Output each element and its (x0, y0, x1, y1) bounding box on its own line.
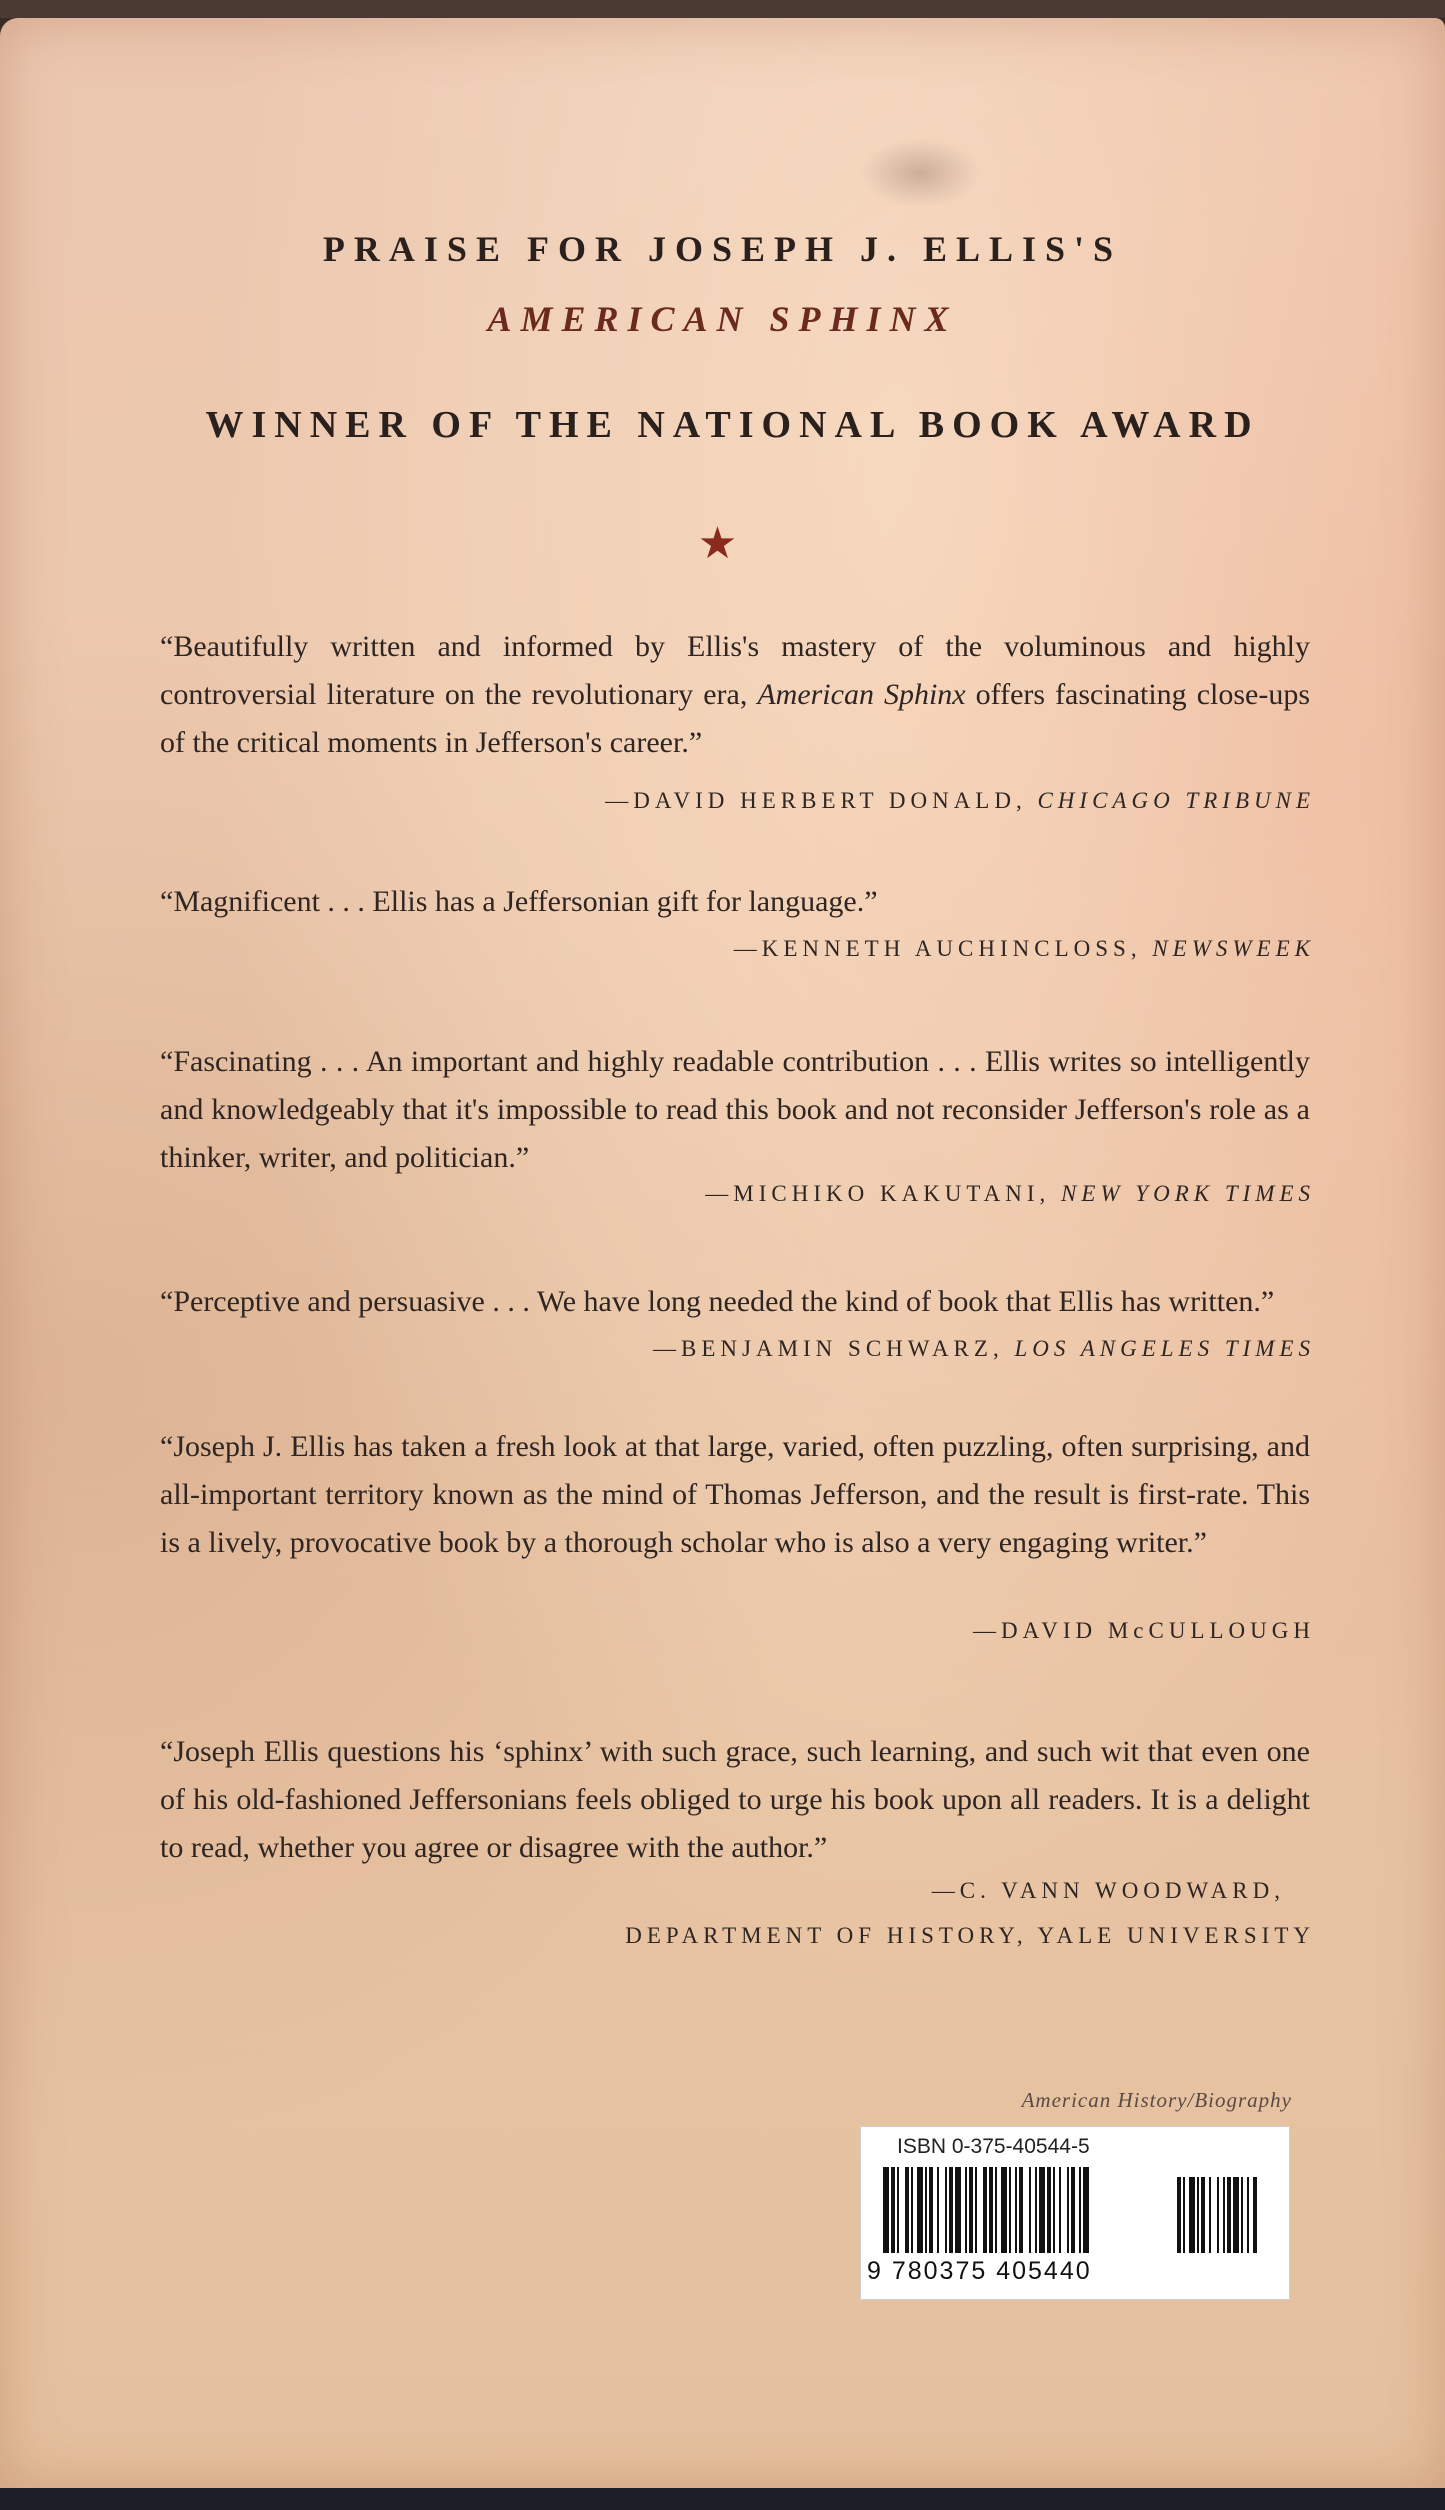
barcode-bar (1019, 2167, 1023, 2253)
barcode-bar (1079, 2167, 1081, 2253)
barcode-bar (1233, 2177, 1239, 2253)
attribution-mccullough (973, 1618, 1315, 1644)
barcode-bar (983, 2167, 987, 2253)
quote-kakutani: “Fascinating . . . An important and highly readable contribution . . . Ellis writes so intelligently and knowledgeably that it's impossible to read this book and not reconsider Jefferson's role as a thinker, writer, and politician.” (160, 1045, 1310, 1174)
category-label: American History/Biography (1021, 2088, 1292, 2112)
barcode-bar (1015, 2167, 1017, 2253)
attribution-name: —KENNETH AUCHINCLOSS, (733, 936, 1153, 961)
quote-donald (160, 623, 1310, 767)
barcode-icon (879, 2167, 1271, 2259)
attribution-publication: CHICAGO TRIBUNE (1037, 788, 1315, 813)
barcode-bar (1059, 2167, 1061, 2253)
barcode-digits: 9 780375 405440 (867, 2257, 1092, 2285)
barcode-bar (897, 2167, 899, 2253)
barcode-bar (1189, 2177, 1195, 2253)
attribution-name: —DAVID HERBERT DONALD, (605, 788, 1038, 813)
barcode-bar (1001, 2167, 1007, 2253)
barcode-bar (1227, 2177, 1231, 2253)
attribution-name: —C. VANN WOODWARD, (931, 1878, 1285, 1903)
barcode-bar (1217, 2177, 1219, 2253)
attribution-woodward-affiliation (625, 1923, 1315, 1949)
barcode-bar (965, 2167, 967, 2253)
quote-book-title: American Sphinx (757, 678, 966, 711)
attribution-woodward (932, 1878, 1285, 1904)
barcode-bar (989, 2167, 993, 2253)
attribution-name: —BENJAMIN SCHWARZ, (653, 1336, 1015, 1361)
quote-auchincloss: “Magnificent . . . Ellis has a Jeffersonian gift for language.” (160, 885, 878, 918)
attribution-name: —DAVID McCULLOUGH (972, 1618, 1315, 1643)
barcode-bar (1029, 2167, 1031, 2253)
barcode-bar (891, 2167, 895, 2253)
praise-heading: PRAISE FOR JOSEPH J. ELLIS'S (322, 229, 1123, 269)
barcode-bar (1053, 2167, 1055, 2253)
attribution-publication: NEWSWEEK (1152, 936, 1315, 961)
barcode-bar (1039, 2167, 1045, 2253)
barcode-bar (1047, 2167, 1051, 2253)
barcode-bar (1201, 2177, 1205, 2253)
attribution-kakutani (705, 1181, 1315, 1207)
quote-text: “Beautifully written and informed by Ellis's mastery of the voluminous and highly controversial literature on the revolutionary era, (160, 630, 1310, 711)
barcode-bar (1223, 2177, 1225, 2253)
award-line: WINNER OF THE NATIONAL BOOK AWARD (205, 404, 1260, 446)
barcode-bar (945, 2167, 947, 2253)
isbn-label: ISBN 0-375-40544-5 (897, 2135, 1090, 2158)
barcode-bar (925, 2167, 927, 2253)
barcode-bar (1009, 2167, 1011, 2253)
barcode-bar (1177, 2177, 1181, 2253)
quote-woodward: “Joseph Ellis questions his ‘sphinx’ with such grace, such learning, and such wit that even one of his old-fashioned Jeffersonians feels obliged to urge his book upon all readers. It is a delight to read, whether you agree or disagree with the author.” (160, 1735, 1310, 1864)
attribution-publication: NEW YORK TIMES (1061, 1181, 1315, 1206)
quote-mccullough: “Joseph J. Ellis has taken a fresh look at that large, varied, often puzzling, often surprising, and all-important territory known as the mind of Thomas Jefferson, and the result is first-rate. This is a lively, provocative book by a thorough scholar who is also a very engaging writer.” (160, 1430, 1310, 1559)
barcode-bar (955, 2167, 961, 2253)
barcode-bar (1183, 2177, 1185, 2253)
barcode-bar (883, 2167, 889, 2253)
barcode-bar (929, 2167, 933, 2253)
quote-schwarz: “Perceptive and persuasive . . . We have long needed the kind of book that Ellis has written.” (160, 1285, 1275, 1318)
barcode-bar (1083, 2167, 1089, 2253)
book-back-cover (0, 18, 1445, 2488)
barcode-bar (911, 2167, 913, 2253)
barcode-bar (1247, 2177, 1249, 2253)
attribution-publication: LOS ANGELES TIMES (1014, 1336, 1315, 1361)
barcode-bar (975, 2167, 977, 2253)
star-ornament-icon: ★ (697, 519, 738, 568)
attribution-name: —MICHIKO KAKUTANI, (705, 1181, 1061, 1206)
barcode-bar (1197, 2177, 1199, 2253)
attribution-donald (605, 788, 1315, 814)
barcode-panel (860, 2126, 1290, 2300)
attribution-auchincloss (734, 936, 1315, 962)
barcode-bar (905, 2167, 909, 2253)
barcode-bar (949, 2167, 953, 2253)
barcode-bar (1071, 2167, 1075, 2253)
barcode-bar (917, 2167, 923, 2253)
book-bottom-edge (0, 2488, 1445, 2510)
barcode-bar (969, 2167, 973, 2253)
attribution-schwarz (653, 1336, 1315, 1362)
barcode-bar (1241, 2177, 1243, 2253)
barcode-bar (1209, 2177, 1211, 2253)
cover-stain (860, 138, 980, 208)
attribution-affiliation: DEPARTMENT OF HISTORY, YALE UNIVERSITY (625, 1923, 1315, 1948)
barcode-bar (995, 2167, 997, 2253)
barcode-bar (1035, 2167, 1037, 2253)
barcode-bar (1067, 2167, 1069, 2253)
book-title: AMERICAN SPHINX (487, 299, 958, 339)
quote-text: offers fascinating close-ups of the critical moments in Jefferson's career.” (160, 678, 1310, 759)
barcode-bar (937, 2167, 939, 2253)
book-top-edge (0, 0, 1445, 18)
barcode-bar (1253, 2177, 1257, 2253)
